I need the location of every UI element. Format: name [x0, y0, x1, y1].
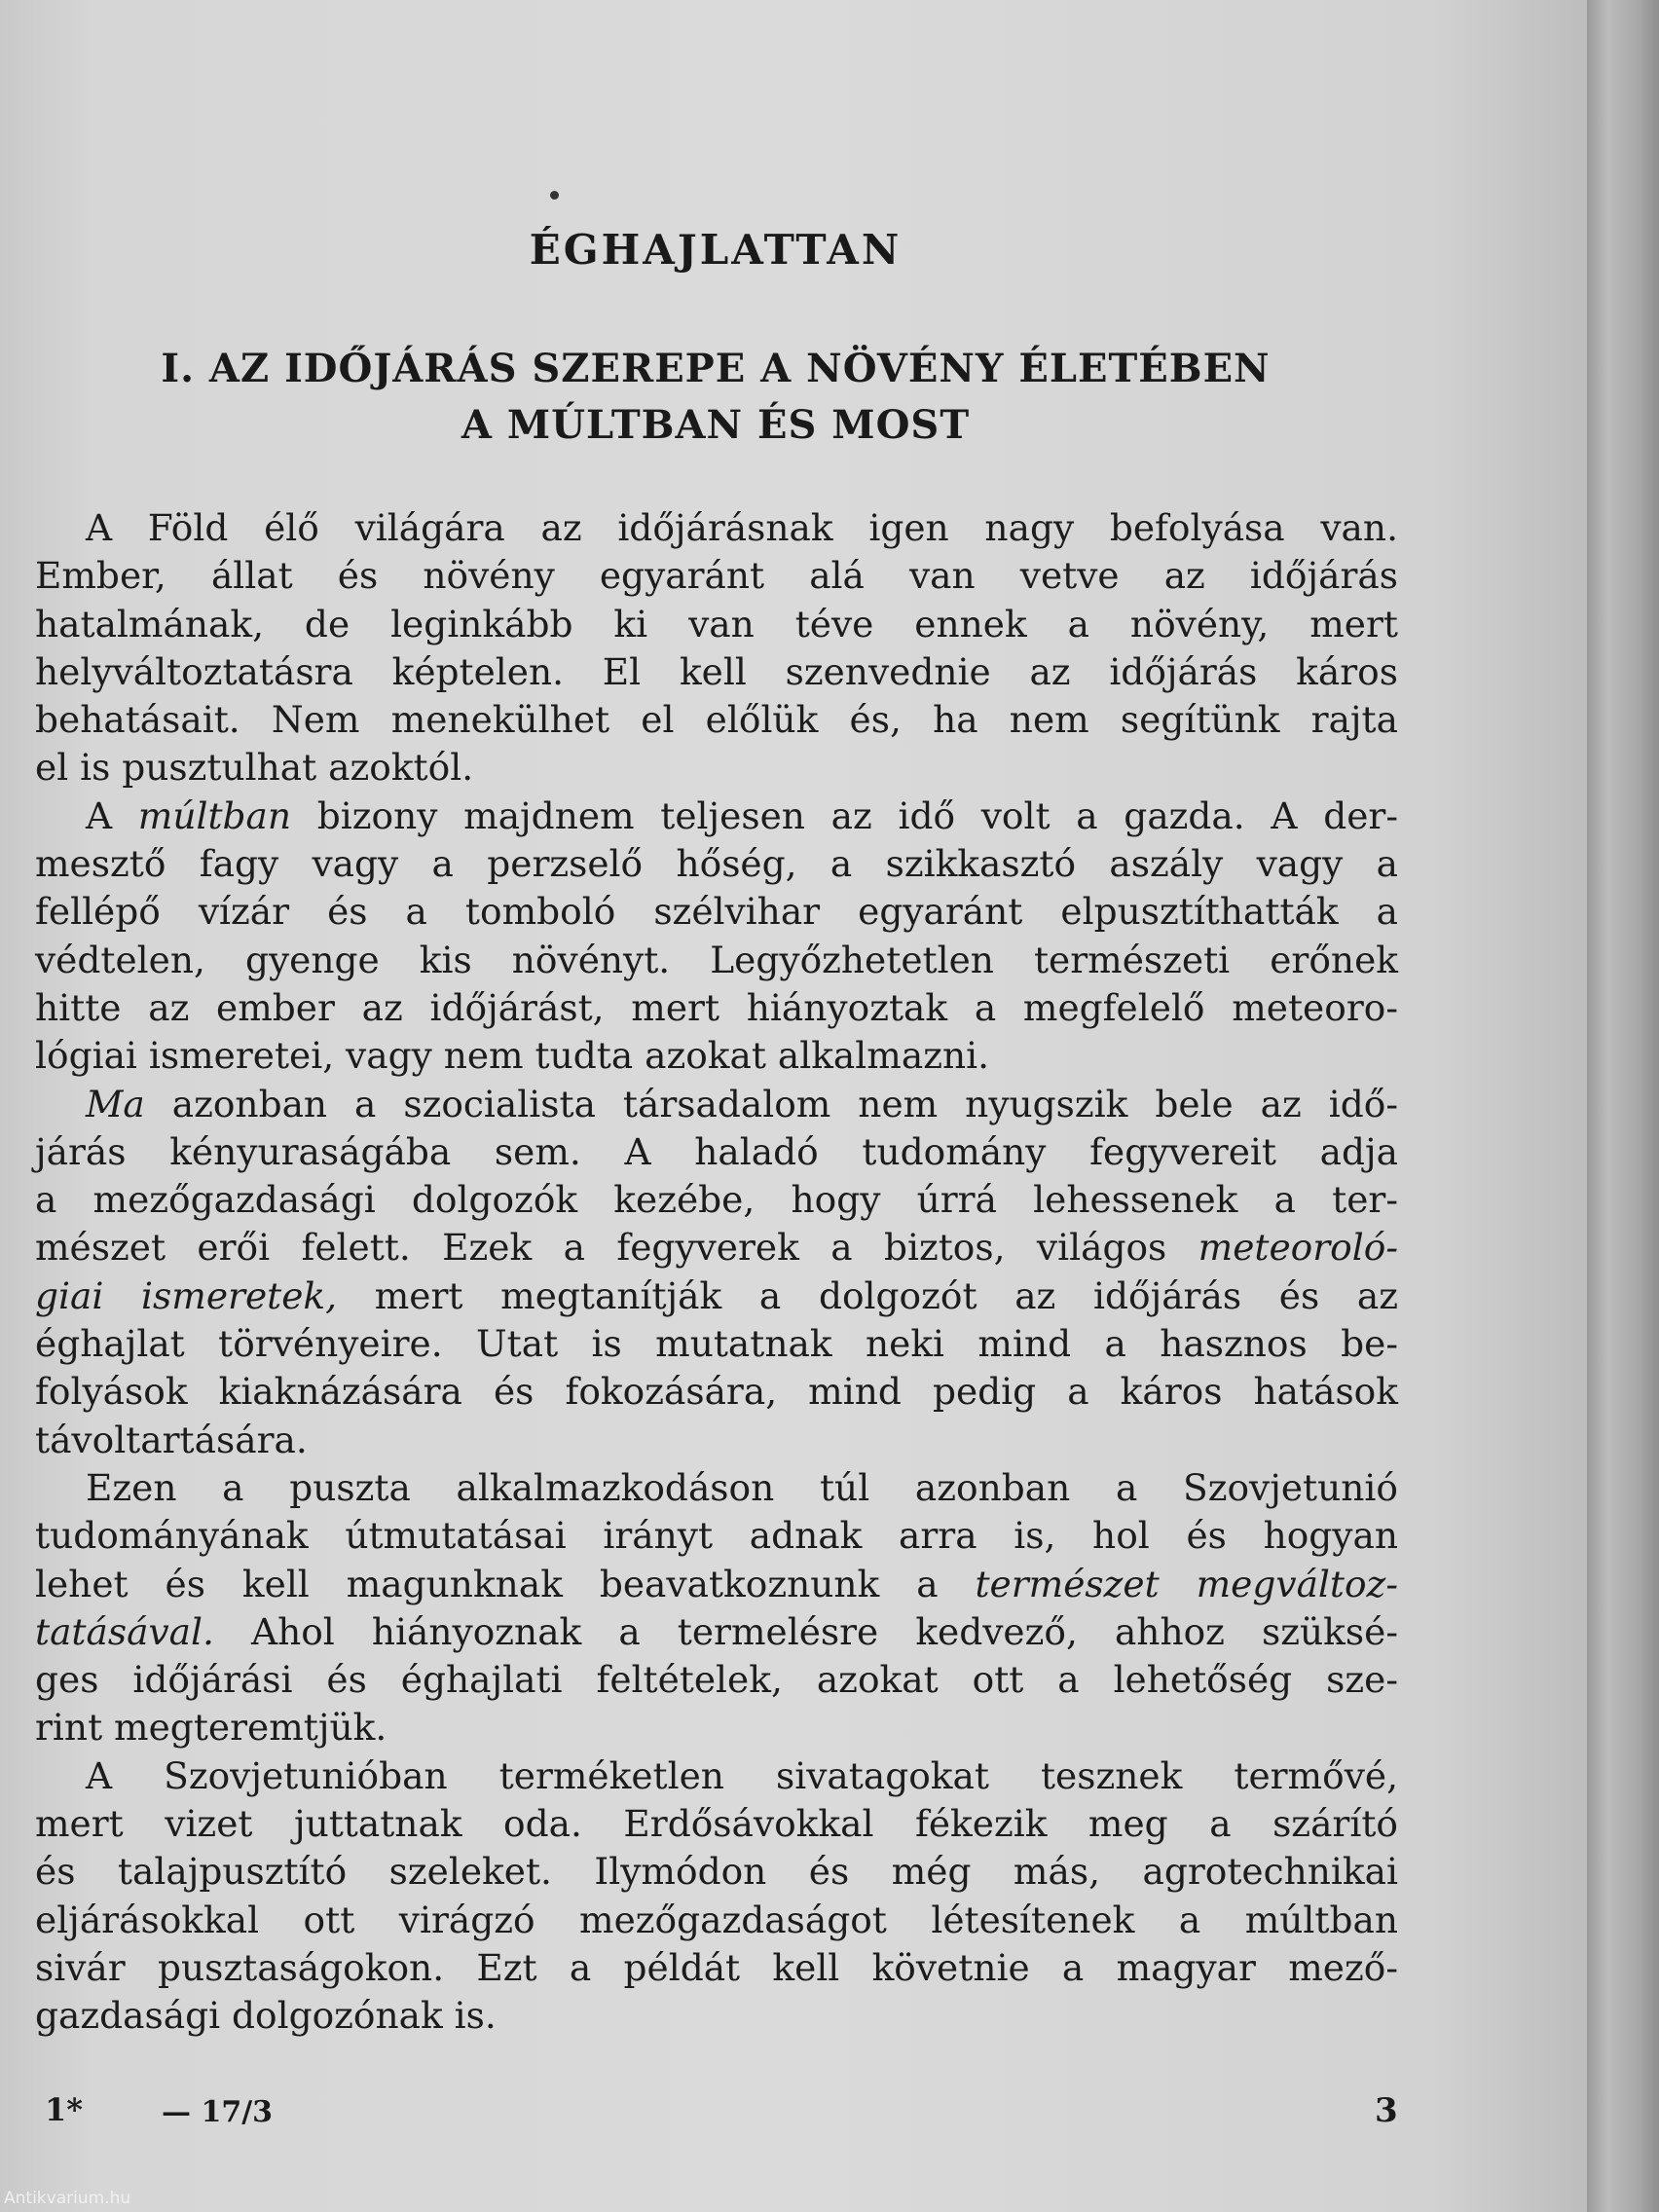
text-line: [35, 552, 1398, 600]
text-run: mert vizet juttatnak oda. Erdősávokkal fékezik meg a szárító: [35, 1802, 1398, 1846]
text-run: eljárásokkal ott virágzó mezőgazdaságot létesítenek a múltban: [35, 1898, 1398, 1941]
text-line: [35, 1417, 1398, 1464]
text-line: [35, 1752, 1398, 1800]
chapter-title-line: I. AZ IDŐJÁRÁS SZEREPE A NÖVÉNY ÉLETÉBEN: [161, 346, 1271, 391]
text-line: [35, 1848, 1398, 1896]
italic-emphasis: Ma: [86, 1082, 145, 1125]
text-run: sivár pusztaságokon. Ezt a példát kell követnie a magyar mező-: [35, 1945, 1398, 1989]
text-run: hatalmának, de leginkább ki van téve ennek a növény, mert: [35, 602, 1398, 645]
text-run: A Föld élő világára az időjárásnak igen nagy befolyása van.: [86, 506, 1398, 549]
text-run: lógiai ismeretei, vagy nem tudta azokat alkalmazni.: [35, 1034, 990, 1078]
italic-emphasis: meteoroló-: [1198, 1226, 1398, 1270]
text-run: el is pusztulhat azoktól.: [35, 746, 474, 790]
paragraph: [35, 1464, 1398, 1752]
text-run: gazdasági dolgozónak is.: [35, 1994, 497, 2038]
text-run: A Szovjetunióban terméketlen sivatagokat tesznek termővé,: [86, 1753, 1398, 1797]
text-line: [35, 1608, 1398, 1656]
text-line: [35, 1128, 1398, 1176]
chapter-title-line: A MÚLTBAN ÉS MOST: [461, 402, 971, 448]
text-line: [35, 696, 1398, 744]
text-line: [35, 1368, 1398, 1416]
text-run: mert megtanítják a dolgozót az időjárás és az: [337, 1273, 1398, 1317]
text-run: azonban a szocialista társadalom nem nyugszik bele az idő-: [144, 1082, 1398, 1125]
text-line: [35, 1561, 1398, 1608]
text-line: [35, 744, 1398, 792]
signature-mark: 1*: [45, 2091, 83, 2128]
text-run: A: [86, 793, 138, 837]
text-run: lehet és kell magunknak beavatkoznunk a: [35, 1562, 976, 1605]
paragraph: [35, 793, 1398, 1081]
section-title: ÉGHAJLATTAN: [529, 226, 903, 274]
text-run: távoltartására.: [35, 1418, 308, 1461]
text-line: [35, 1992, 1398, 2040]
text-line: [35, 1800, 1398, 1848]
paragraph: [35, 504, 1398, 793]
text-line: [35, 984, 1398, 1032]
paragraph: [35, 1081, 1398, 1464]
text-line: [35, 937, 1398, 984]
text-run: rint megteremtjük.: [35, 1706, 387, 1750]
text-line: [35, 1944, 1398, 1992]
text-line: [35, 1081, 1398, 1128]
text-run: helyváltoztatásra képtelen. El kell szenvednie az időjárás káros: [35, 649, 1398, 693]
text-run: éghajlat törvényeire. Utat is mutatnak neki mind a hasznos be-: [35, 1322, 1398, 1366]
text-run: védtelen, gyenge kis növényt. Legyőzhetetlen természeti erőnek: [35, 938, 1398, 981]
text-run: mesztő fagy vagy a perzselő hőség, a szikkasztó aszály vagy a: [35, 842, 1398, 886]
text-line: [35, 504, 1398, 552]
text-line: [35, 1704, 1398, 1751]
text-line: [35, 1320, 1398, 1368]
text-line: [35, 1656, 1398, 1704]
italic-emphasis: természet megváltoz-: [975, 1562, 1398, 1605]
text-line: [35, 1176, 1398, 1224]
italic-emphasis: giai ismeretek,: [35, 1273, 338, 1317]
page-number: 3: [1375, 2091, 1398, 2130]
body-text: [35, 504, 1398, 2041]
text-line: [35, 840, 1398, 888]
text-run: hitte az ember az időjárást, mert hiányoztak a megfelelő meteoro-: [35, 985, 1398, 1029]
text-line: [35, 1272, 1398, 1320]
text-run: ges időjárási és éghajlati feltételek, azokat ott a lehetőség sze-: [35, 1658, 1398, 1702]
watermark: Antikvarium.hu: [4, 2189, 131, 2208]
text-run: bizony majdnem teljesen az idő volt a gazda. A der-: [291, 793, 1398, 837]
text-run: folyások kiaknázására és fokozására, mind pedig a káros hatások: [35, 1370, 1398, 1414]
ink-speck: [550, 191, 559, 200]
text-line: [35, 1897, 1398, 1944]
text-line: [35, 1032, 1398, 1080]
text-run: járás kényuraságába sem. A haladó tudomány fegyvereit adja: [35, 1129, 1398, 1173]
text-line: [35, 1464, 1398, 1512]
text-run: és talajpusztító szeleket. Ilymódon és még más, agrotechnikai: [35, 1850, 1398, 1894]
text-run: fellépő vízár és a tomboló szélvihar egyaránt elpusztíthatták a: [35, 890, 1398, 934]
paragraph: [35, 1752, 1398, 2041]
text-run: Ahol hiányoznak a termelésre kedvező, ahhoz szüksé-: [213, 1609, 1398, 1653]
text-run: a mezőgazdasági dolgozók kezébe, hogy úrrá lehessenek a ter-: [35, 1178, 1398, 1222]
text-run: tudományának útmutatásai irányt adnak arra is, hol és hogyan: [35, 1514, 1398, 1558]
text-line: [35, 601, 1398, 648]
text-run: Ember, állat és növény egyaránt alá van vetve az időjárás: [35, 554, 1398, 598]
italic-emphasis: múltban: [137, 793, 292, 837]
text-run: Ezen a puszta alkalmazkodáson túl azonban a Szovjetunió: [86, 1465, 1398, 1509]
text-run: behatásait. Nem menekülhet el előlük és, ha nem segítünk rajta: [35, 698, 1398, 742]
text-line: [35, 1224, 1398, 1272]
book-gutter-edge: [1587, 0, 1659, 2212]
text-run: mészet erői felett. Ezek a fegyverek a biztos, világos: [35, 1226, 1198, 1270]
italic-emphasis: tatásával.: [35, 1609, 214, 1653]
text-line: [35, 888, 1398, 936]
chapter-title: [97, 341, 1334, 454]
text-line: [35, 1512, 1398, 1560]
signature-number: — 17/3: [162, 2095, 274, 2129]
text-line: [35, 793, 1398, 840]
text-line: [35, 648, 1398, 696]
